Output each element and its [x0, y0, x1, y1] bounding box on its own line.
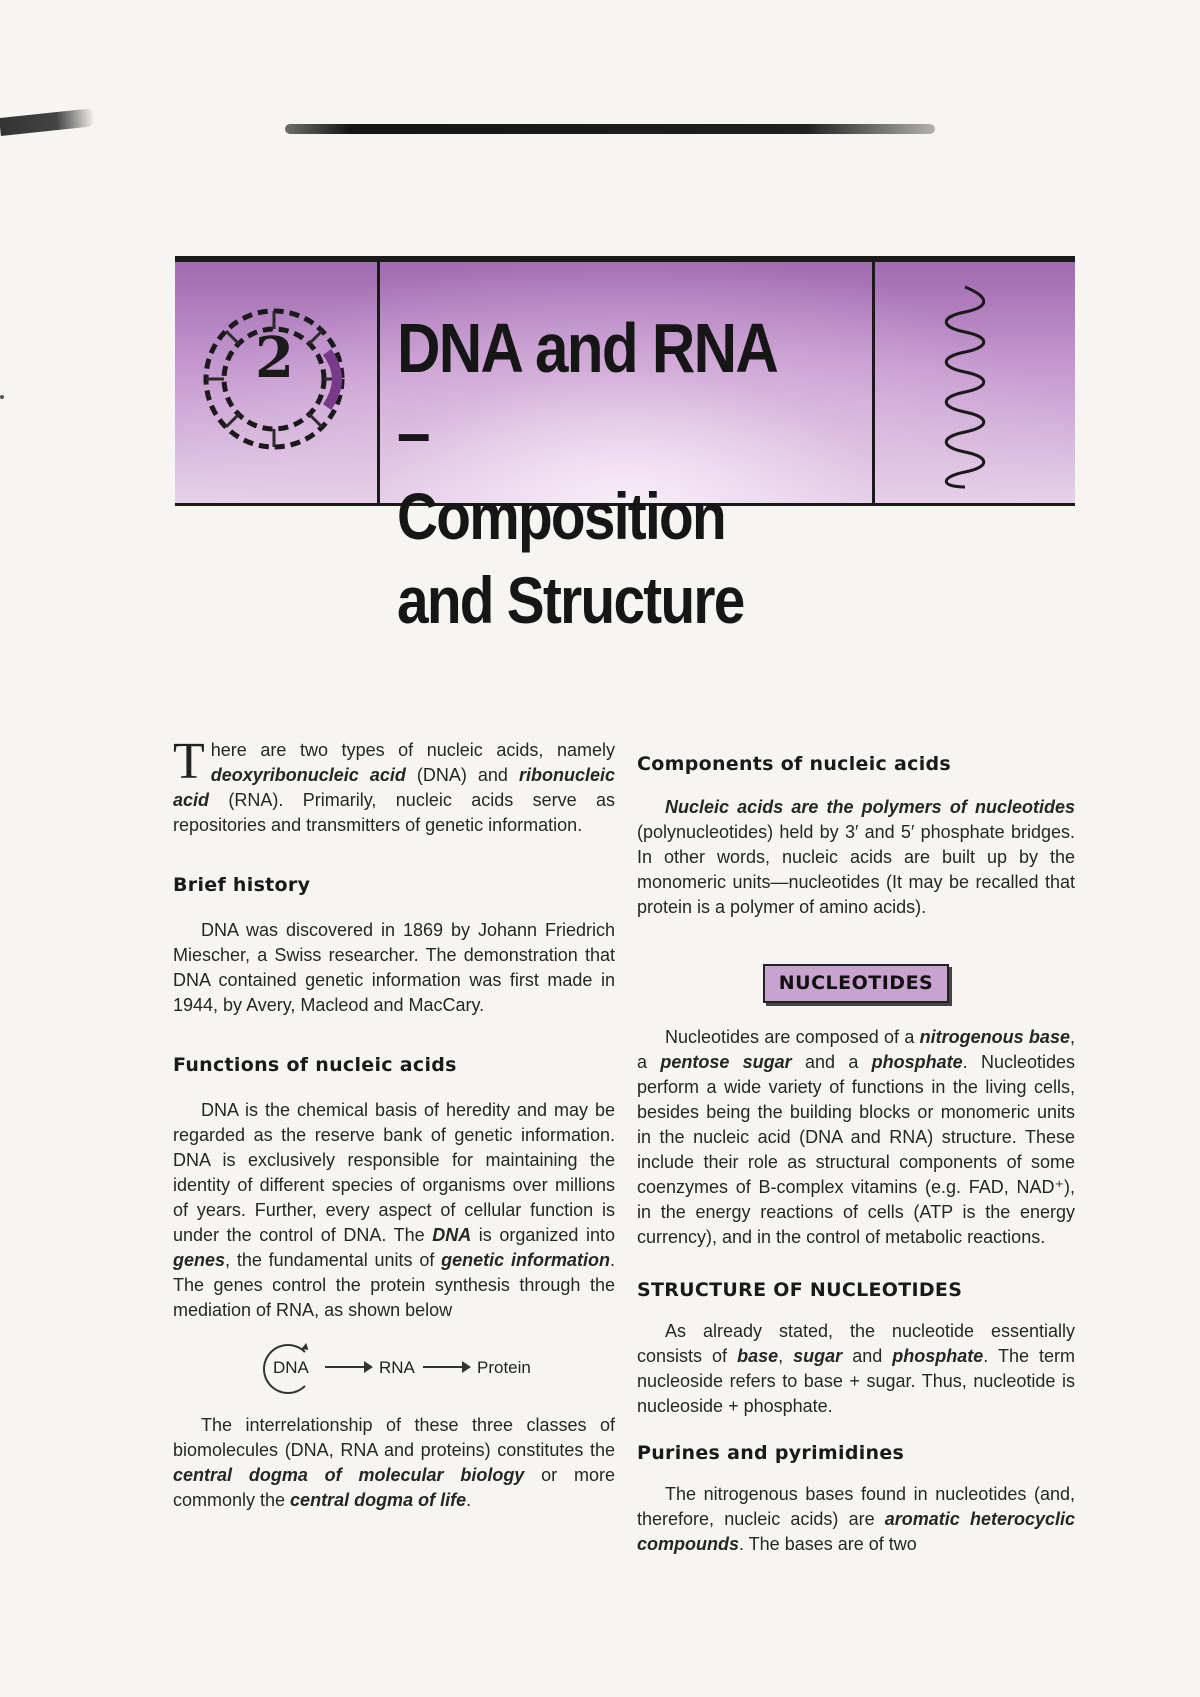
emphasis-text: phosphate [871, 1052, 963, 1072]
right-arrow-icon [325, 1366, 371, 1368]
body-text: As already stated, the nucleotide essentially consists of [637, 1321, 1075, 1366]
emphasis-text: phosphate [892, 1346, 984, 1366]
body-text: (polynucleotides) held by 3′ and 5′ phosphate bridges. In other words, nucleic acids are built up by the monomeric units—nucleotides (It may be recalled that protein is a polymer of amino acids). [637, 822, 1075, 917]
structure-paragraph [637, 1319, 1075, 1419]
functions-heading: Functions of nucleic acids [173, 1054, 457, 1076]
scan-artifact-top [285, 124, 935, 134]
brief-history-heading: Brief history [173, 874, 311, 896]
intro-paragraph [173, 733, 615, 838]
functions-paragraph [173, 1098, 615, 1323]
left-column [173, 733, 615, 1513]
scan-artifact-dot [0, 395, 4, 399]
right-column [637, 752, 1075, 1557]
body-text: and a [791, 1052, 872, 1072]
body-text: The nitrogenous bases found in nucleotides (and, therefore, nucleic acids) are [637, 1484, 1075, 1529]
purines-paragraph [637, 1482, 1075, 1557]
emphasis-text: nitrogenous base [919, 1027, 1070, 1047]
body-text: . Nucleotides perform a wide variety of functions in the living cells, besides being the building blocks or monomeric units in the nucleic acid (DNA and RNA) structure. These include their role as structural components of some coenzymes of B-complex vitamins (e.g. FAD, NAD⁺), in the energy reactions of cells (ATP is the energy currency), and in the control of metabolic reactions. [637, 1052, 1076, 1247]
body-text: (DNA) and [405, 765, 519, 785]
body-text: . [466, 1490, 472, 1510]
chapter-number: 2 [255, 325, 294, 391]
banner-divider-right [872, 262, 875, 503]
emphasis-text: deoxyribonucleic acid [210, 765, 406, 785]
body-text: DNA is the chemical basis of heredity and may be regarded as the reserve bank of genetic information. DNA is exclusively responsible for maintaining the identity of different species of organisms over millions of years. Further, every aspect of cellular function is under the control of DNA. The [173, 1100, 615, 1245]
components-heading: Components of nucleic acids [637, 753, 952, 775]
emphasis-text: sugar [793, 1346, 843, 1366]
body-text: , [778, 1346, 794, 1366]
body-text: is organized into [471, 1225, 615, 1245]
banner-divider-left [377, 262, 380, 503]
chapter-title [397, 306, 801, 642]
chapter-title-line2: Composition and Structure [397, 479, 744, 637]
brief-history-paragraph [173, 918, 615, 1018]
emphasis-text: Nucleic acids are the polymers of nucleotides [665, 797, 1075, 817]
emphasis-text: DNA [432, 1225, 472, 1245]
body-text: . The genes control the protein synthesis through the mediation of RNA, as shown below [173, 1250, 615, 1320]
diagram-dna: DNA [273, 1358, 309, 1377]
nucleotides-section-box: NUCLEOTIDES [763, 964, 949, 1003]
body-text: The interrelationship of these three classes of biomolecules (DNA, RNA and proteins) constitutes the [173, 1415, 615, 1460]
emphasis-text: aromatic heterocyclic compounds [637, 1509, 1075, 1554]
nucleotides-paragraph [637, 1025, 1075, 1250]
emphasis-text: central dogma of molecular biology [173, 1465, 525, 1485]
central-dogma-diagram [173, 1339, 615, 1399]
right-arrow-icon [423, 1366, 469, 1368]
emphasis-text: pentose sugar [660, 1052, 792, 1072]
body-text: . The bases are of two [739, 1534, 917, 1554]
drop-cap: T [173, 733, 205, 790]
diagram-protein: Protein [477, 1358, 531, 1377]
body-text: , a [637, 1027, 1075, 1072]
emphasis-text: genetic information [441, 1250, 610, 1270]
body-text: , the fundamental units of [225, 1250, 442, 1270]
body-text: or more commonly the [173, 1465, 615, 1510]
emphasis-text: base [737, 1346, 779, 1366]
emphasis-text: genes [173, 1250, 226, 1270]
diagram-rna: RNA [379, 1358, 415, 1377]
emphasis-text: central dogma of life [290, 1490, 467, 1510]
body-text: (RNA). Primarily, nucleic acids serve as repositories and transmitters of genetic information. [173, 790, 615, 835]
emphasis-text: ribonucleic acid [173, 765, 615, 810]
body-text: and [842, 1346, 893, 1366]
body-text: . The term nucleoside refers to base + sugar. Thus, nucleotide is nucleoside + phosphate. [637, 1346, 1075, 1416]
components-paragraph [637, 795, 1075, 920]
structure-heading: STRUCTURE OF NUCLEOTIDES [637, 1279, 963, 1301]
chapter-banner [175, 256, 1075, 637]
scan-artifact-left [0, 108, 95, 136]
body-text: DNA was discovered in 1869 by Johann Friedrich Miescher, a Swiss researcher. The demonstration that DNA contained genetic information was first made in 1944, by Avery, Macleod and MacCary. [173, 920, 615, 1015]
interrelationship-paragraph [173, 1413, 615, 1513]
body-text: here are two types of nucleic acids, namely [210, 740, 615, 760]
dna-helix-icon [935, 282, 995, 492]
chapter-title-line1: DNA and RNA – [397, 309, 775, 471]
purines-heading: Purines and pyrimidines [637, 1442, 905, 1464]
body-text: Nucleotides are composed of a [665, 1027, 920, 1047]
